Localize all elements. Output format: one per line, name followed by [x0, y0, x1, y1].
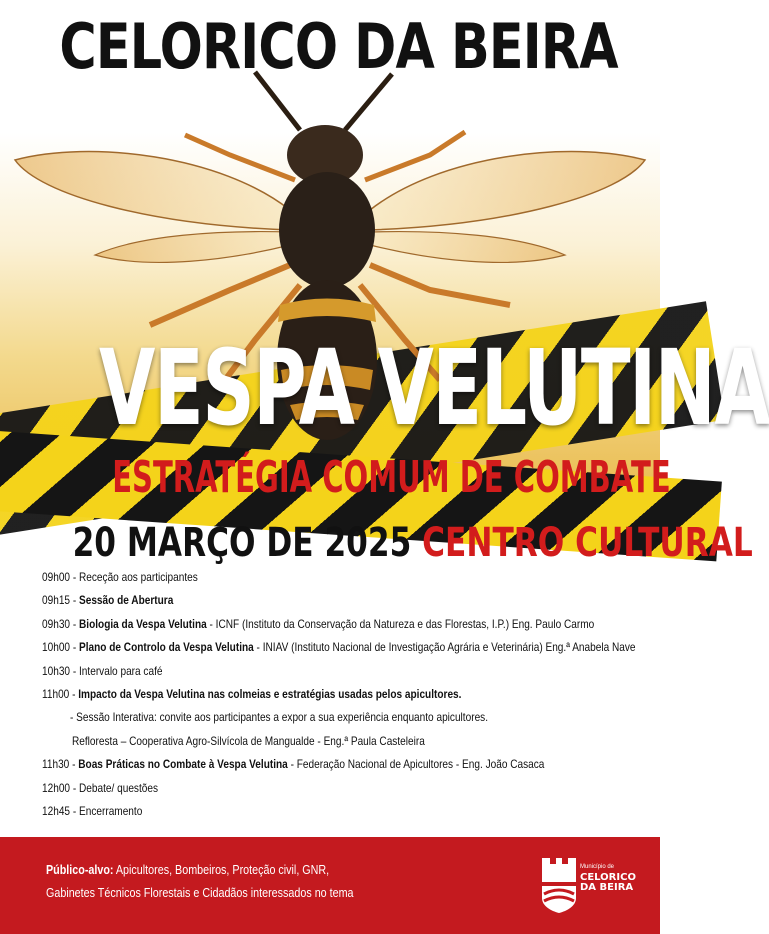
event-venue: CENTRO CULTURAL [422, 520, 753, 566]
schedule-highlight: Boas Práticas no Combate à Vespa Velutina [78, 757, 288, 772]
schedule-text: Debate/ questões [78, 780, 159, 795]
logo-name [580, 873, 636, 893]
programme [42, 566, 652, 823]
logo-line-1: CELORICO [580, 872, 636, 883]
schedule-time: 09h15 [42, 593, 71, 608]
schedule-subitem [42, 706, 652, 729]
logo-line-2: DA BEIRA [580, 882, 634, 893]
separator: - [70, 803, 79, 818]
schedule-item [42, 613, 652, 636]
right-hindwing [370, 232, 565, 263]
logo-small-text: Município de [580, 864, 615, 870]
date-venue-line [72, 518, 753, 568]
separator: - [70, 570, 79, 584]
schedule-highlight: Biologia da Vespa Velutina [78, 616, 207, 631]
separator: - [69, 757, 79, 772]
schedule-text: - INIAV (Instituto Nacional de Investigação Agrária e Veterinária) Eng.ª Anabela Nave [253, 640, 636, 655]
schedule-item [42, 800, 652, 823]
town-title: CELORICO DA BEIRA [59, 10, 618, 83]
municipality-logo [540, 856, 640, 916]
separator: - [70, 593, 79, 608]
target-audience [46, 859, 404, 905]
schedule-highlight: Plano de Controlo da Vespa Velutina [78, 640, 254, 655]
castle-shield-icon [540, 856, 578, 914]
schedule-text: Encerramento [78, 803, 143, 818]
schedule-text: - Sessão Interativa: convite aos participantes a expor a sua experiência enquanto apicultores. [70, 710, 489, 725]
schedule-time: 09h30 [42, 616, 71, 631]
footer-band [0, 837, 660, 934]
separator: - [70, 663, 79, 678]
audience-label: Público-alvo: [46, 863, 114, 877]
event-date: 20 MARÇO DE 2025 [72, 520, 412, 566]
separator: - [70, 640, 79, 655]
separator: - [70, 780, 79, 795]
audience-line-2: Gabinetes Técnicos Florestais e Cidadãos interessados no tema [46, 886, 354, 900]
schedule-item [42, 753, 652, 776]
schedule-highlight: Impacto da Vespa Velutina nas colmeias e estratégias usadas pelos apicultores. [78, 686, 462, 701]
separator: - [69, 686, 79, 701]
schedule-time: 12h00 [42, 780, 71, 795]
schedule-text: Receção aos participantes [78, 570, 198, 584]
schedule-text: Intervalo para café [78, 663, 163, 678]
audience-line-1: Apicultores, Bombeiros, Proteção civil, GNR, [113, 863, 330, 877]
schedule-item [42, 777, 652, 800]
subtitle: ESTRATÉGIA COMUM DE COMBATE [112, 452, 671, 503]
schedule-item [42, 566, 652, 589]
hornet-thorax [279, 172, 375, 288]
schedule-item [42, 636, 652, 659]
schedule-text: Refloresta – Cooperativa Agro-Silvícola de Mangualde - Eng.ª Paula Casteleira [72, 733, 425, 748]
schedule-item [42, 660, 652, 683]
schedule-item [42, 589, 652, 612]
left-hindwing [95, 232, 290, 263]
schedule-text: - Federação Nacional de Apicultores - Eng. João Casaca [287, 757, 545, 772]
schedule-text: - ICNF (Instituto da Conservação da Natureza e das Florestas, I.P.) Eng. Paulo Carmo [206, 616, 595, 631]
main-title: VESPA VELUTINA [99, 327, 769, 449]
schedule-highlight: Sessão de Abertura [78, 593, 174, 608]
schedule-time: 11h30 [42, 757, 70, 772]
schedule-time: 11h00 [42, 686, 70, 701]
schedule-time: 09h00 [42, 570, 71, 584]
schedule-time: 12h45 [42, 803, 71, 818]
separator: - [70, 616, 79, 631]
schedule-subitem [42, 730, 652, 753]
schedule-time: 10h00 [42, 640, 71, 655]
schedule-time: 10h30 [42, 663, 71, 678]
schedule-item [42, 683, 652, 706]
